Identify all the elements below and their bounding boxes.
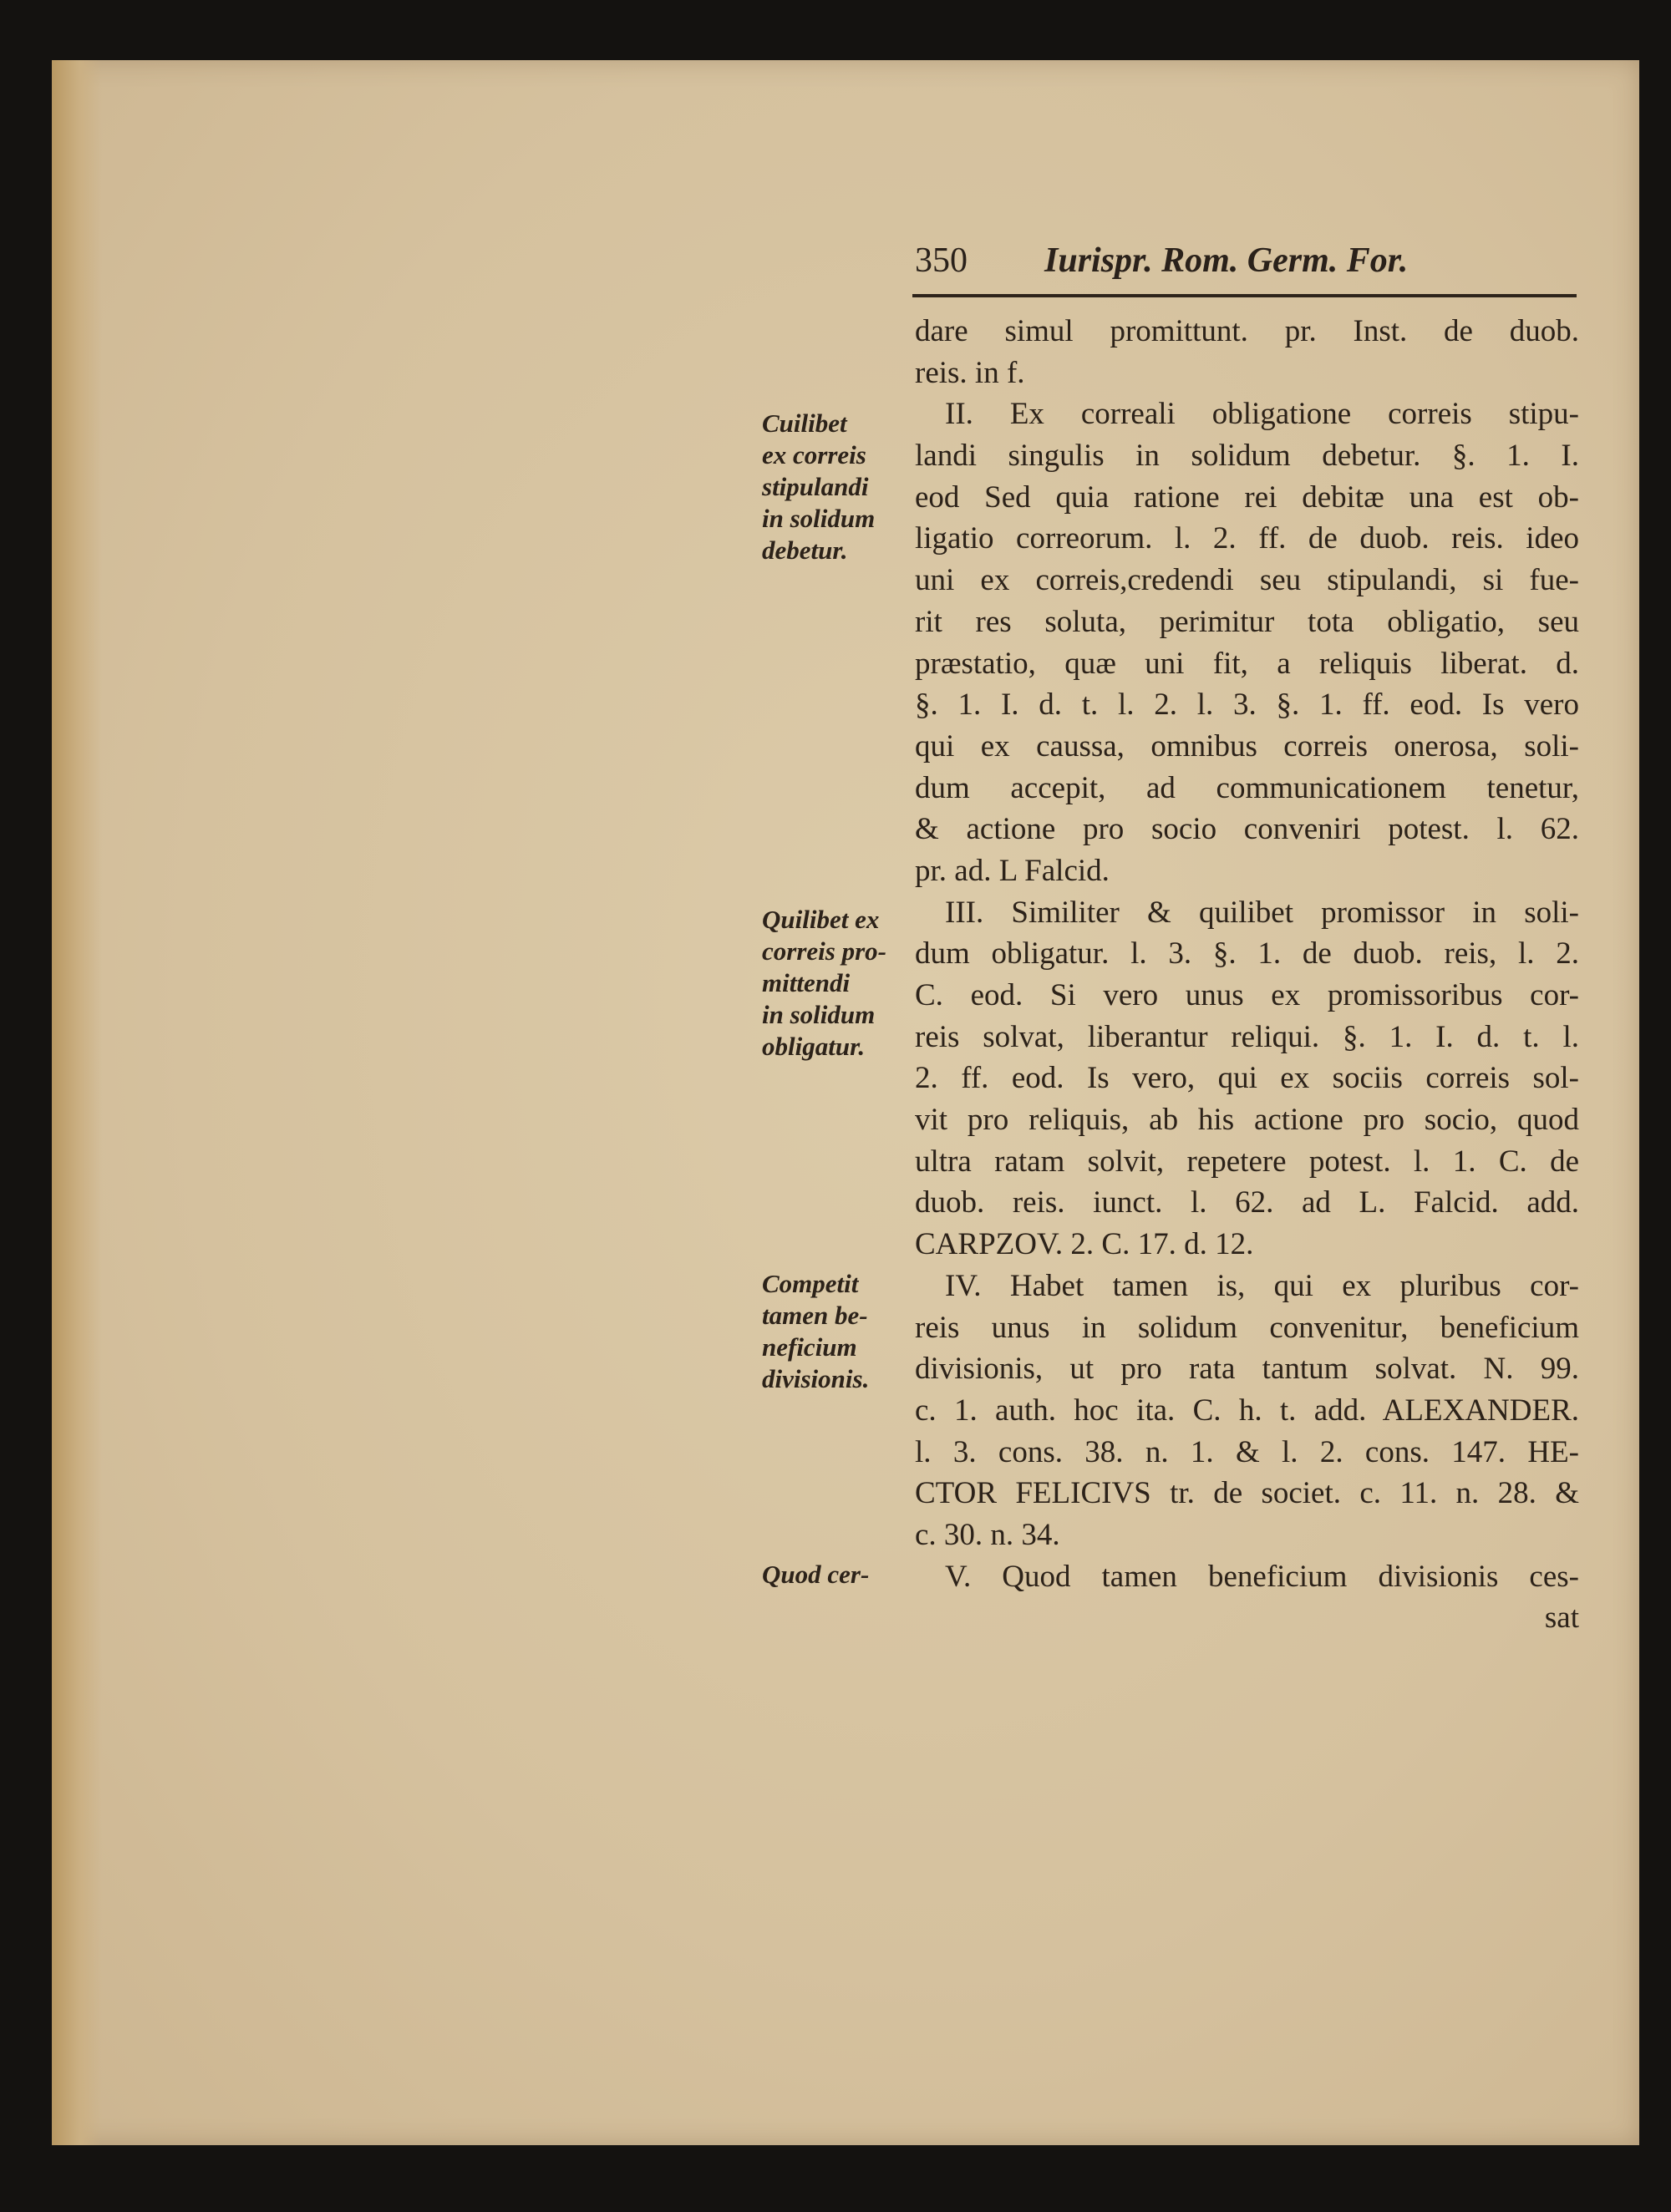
catchword: sat <box>1544 1601 1579 1636</box>
text-line: III. Similiter & quilibet promissor in soli- <box>945 895 1579 930</box>
text-line: uni ex correis,credendi seu stipulandi, si fue- <box>915 563 1579 598</box>
text-line: reis unus in solidum convenitur, beneficium <box>915 1310 1579 1345</box>
margin-note-1 <box>762 408 921 566</box>
text-line: V. Quod tamen beneficium divisionis ces- <box>945 1559 1579 1594</box>
text-line: II. Ex correali obligatione correis stipu- <box>945 397 1579 432</box>
text-line: dare simul promittunt. pr. Inst. de duob. <box>915 314 1579 348</box>
margin-note-line: in solidum <box>762 504 876 533</box>
text-line: CARPZOV. 2. C. 17. d. 12. <box>915 1227 1254 1262</box>
text-line: C. eod. Si vero unus ex promissoribus cor- <box>915 978 1579 1012</box>
text-line: eod Sed quia ratione rei debitæ una est ob- <box>915 479 1579 515</box>
text-line: landi singulis in solidum debetur. §. 1. I. <box>915 439 1579 474</box>
margin-note-line: stipulandi <box>762 472 869 501</box>
running-header <box>915 236 1579 286</box>
text-line: reis. in f. <box>915 355 1025 390</box>
text-line: CTOR FELICIVS tr. de societ. c. 11. n. 28. & <box>915 1476 1579 1511</box>
text-line: rit res soluta, perimitur tota obligatio, seu <box>915 604 1579 639</box>
text-line: IV. Habet tamen is, qui ex pluribus cor- <box>945 1268 1579 1303</box>
margin-note-line: tamen be- <box>762 1301 868 1330</box>
text-line: 2. ff. eod. Is vero, qui ex sociis correis sol- <box>915 1061 1579 1096</box>
text-line: l. 3. cons. 38. n. 1. & l. 2. cons. 147. HE- <box>915 1434 1579 1469</box>
text-line: c. 1. auth. hoc ita. C. h. t. add. ALEXANDER. <box>915 1393 1579 1428</box>
text-line: ultra ratam solvit, repetere potest. l. 1. C. de <box>915 1144 1579 1179</box>
margin-note-line: Competit <box>762 1269 859 1298</box>
page-gutter-edge <box>52 60 102 2145</box>
margin-note-line: obligatur. <box>762 1032 866 1061</box>
text-line: dum accepit, ad communicationem tenetur, <box>915 770 1579 805</box>
margin-note-2 <box>762 904 921 1063</box>
margin-note-line: Cuilibet <box>762 408 847 438</box>
margin-note-line: in solidum <box>762 1000 876 1029</box>
page-number: 350 <box>915 241 968 280</box>
text-line: duob. reis. iunct. l. 62. ad L. Falcid. add. <box>915 1185 1579 1220</box>
text-line: ligatio correorum. l. 2. ff. de duob. reis. ideo <box>915 521 1579 556</box>
text-line: pr. ad. L Falcid. <box>915 853 1110 888</box>
text-line: c. 30. n. 34. <box>915 1517 1060 1552</box>
text-line: §. 1. I. d. t. l. 2. l. 3. §. 1. ff. eod. Is vero <box>915 687 1579 723</box>
main-text-column <box>915 311 1579 1639</box>
margin-note-line: correis pro- <box>762 936 886 966</box>
margin-note-line: ex correis <box>762 440 866 469</box>
margin-note-3 <box>762 1268 921 1395</box>
text-line: divisionis, ut pro rata tantum solvat. N. 99. <box>915 1352 1579 1387</box>
header-rule <box>912 294 1577 297</box>
text-line: reis solvat, liberantur reliqui. §. 1. I. d. t. l. <box>915 1019 1579 1054</box>
text-line: vit pro reliquis, ab his actione pro socio, quod <box>915 1103 1579 1138</box>
text-line: qui ex caussa, omnibus correis onerosa, soli- <box>915 728 1579 764</box>
margin-note-line: mittendi <box>762 968 851 997</box>
margin-note-line: Quilibet ex <box>762 905 880 934</box>
margin-note-line: debetur. <box>762 535 848 565</box>
running-title: Iurispr. Rom. Germ. For. <box>1044 241 1409 280</box>
margin-note-line: divisionis. <box>762 1364 870 1393</box>
text-line: & actione pro socio conveniri potest. l. 62. <box>915 812 1579 847</box>
margin-note-line: neficium <box>762 1332 857 1362</box>
margin-note-line: Quod cer- <box>762 1560 870 1589</box>
margin-note-4 <box>762 1559 921 1591</box>
text-line: præstatio, quæ uni fit, a reliquis liberat. d. <box>915 646 1579 681</box>
text-line: dum obligatur. l. 3. §. 1. de duob. reis, l. 2. <box>915 936 1579 972</box>
